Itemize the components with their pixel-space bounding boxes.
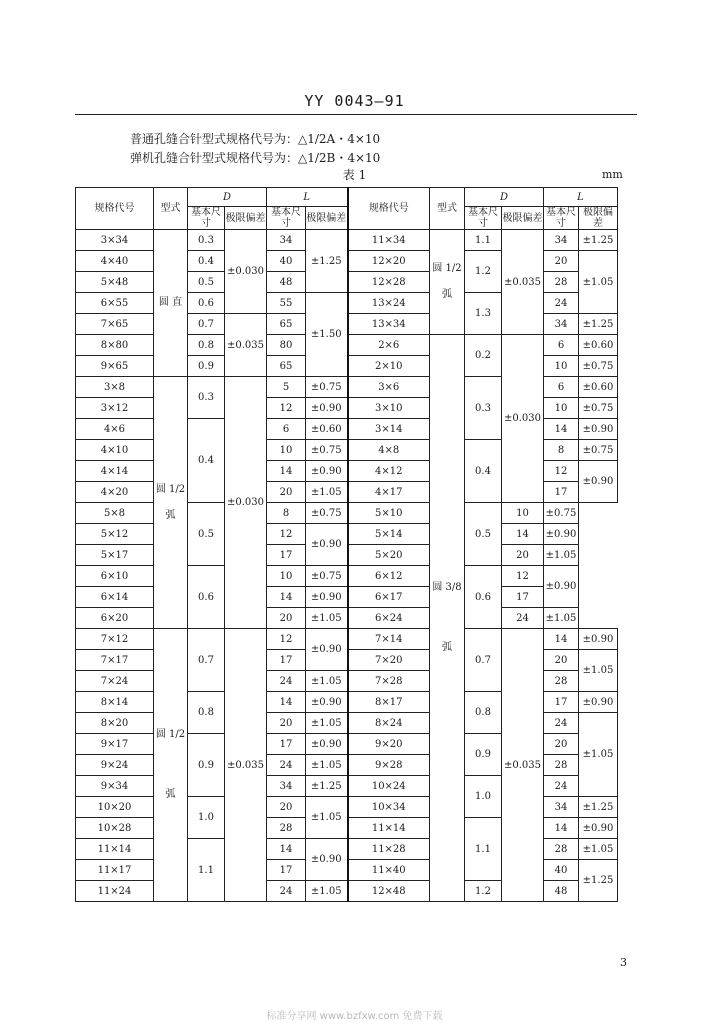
l-basic: 17 <box>267 545 306 566</box>
d-basic: 0.7 <box>188 629 225 692</box>
l-basic: 65 <box>267 356 306 377</box>
l-limit: ±0.90 <box>544 566 579 608</box>
l-basic: 17 <box>544 482 579 503</box>
l-basic: 8 <box>544 440 579 461</box>
header-l: L <box>267 188 348 207</box>
spec-code: 8×24 <box>348 713 430 734</box>
header-basic: 基本尺寸 <box>544 207 579 230</box>
l-basic: 6 <box>544 335 579 356</box>
type-cell: 圆 3/8 弧 <box>430 335 465 902</box>
d-basic: 0.8 <box>188 692 225 734</box>
spec-code: 7×65 <box>76 314 154 335</box>
l-limit: ±1.05 <box>544 545 579 566</box>
l-limit: ±0.60 <box>579 335 618 356</box>
l-basic: 48 <box>267 272 306 293</box>
l-basic: 24 <box>267 671 306 692</box>
l-limit: ±0.75 <box>306 503 348 524</box>
spec-code: 11×40 <box>348 860 430 881</box>
l-basic: 17 <box>267 860 306 881</box>
l-limit: ±0.75 <box>544 503 579 524</box>
spec-code: 12×28 <box>348 272 430 293</box>
type-cell: 圆 直 <box>154 230 188 377</box>
l-limit: ±0.90 <box>306 524 348 566</box>
d-basic: 1.3 <box>465 293 502 335</box>
d-limit: ±0.030 <box>225 377 267 629</box>
l-limit: ±1.25 <box>579 314 618 335</box>
l-limit: ±0.90 <box>579 419 618 440</box>
l-basic: 34 <box>544 314 579 335</box>
spec-code: 6×12 <box>348 566 430 587</box>
d-basic: 0.7 <box>188 314 225 335</box>
header-limit: 极限偏差 <box>225 207 267 230</box>
header-limit: 极限偏差 <box>502 207 544 230</box>
spec-code: 10×24 <box>348 776 430 797</box>
d-basic: 0.6 <box>465 566 502 629</box>
spec-code: 9×20 <box>348 734 430 755</box>
l-basic: 14 <box>502 524 544 545</box>
header-type: 型式 <box>430 188 465 230</box>
l-basic: 55 <box>267 293 306 314</box>
l-basic: 40 <box>544 860 579 881</box>
l-basic: 24 <box>267 755 306 776</box>
type-cell: 圆 1/2 弧 <box>154 629 188 902</box>
d-limit: ±0.030 <box>502 335 544 503</box>
l-basic: 34 <box>267 230 306 251</box>
spec-code: 10×34 <box>348 797 430 818</box>
l-basic: 34 <box>544 230 579 251</box>
l-basic: 14 <box>267 839 306 860</box>
spec-table-wrapper <box>75 187 618 902</box>
l-basic: 20 <box>544 650 579 671</box>
d-basic: 0.5 <box>465 503 502 566</box>
l-limit: ±0.90 <box>306 692 348 713</box>
spec-code: 4×40 <box>76 251 154 272</box>
header-spec: 规格代号 <box>348 188 430 230</box>
l-limit: ±0.90 <box>579 818 618 839</box>
spec-code: 12×48 <box>348 881 430 902</box>
type-cell: 圆 1/2 弧 <box>154 377 188 629</box>
l-limit: ±1.25 <box>579 860 618 902</box>
l-basic: 17 <box>267 734 306 755</box>
spec-code: 4×17 <box>348 482 430 503</box>
l-limit: ±0.60 <box>579 377 618 398</box>
l-limit: ±0.90 <box>306 461 348 482</box>
l-limit: ±0.90 <box>306 839 348 881</box>
l-limit: ±1.25 <box>306 776 348 797</box>
d-basic: 0.6 <box>188 566 225 629</box>
spec-code: 4×14 <box>76 461 154 482</box>
d-limit: ±0.035 <box>225 314 267 377</box>
header-d: D <box>465 188 544 207</box>
l-limit: ±0.90 <box>306 398 348 419</box>
d-basic: 0.9 <box>465 734 502 776</box>
d-basic: 0.3 <box>188 230 225 251</box>
d-basic: 1.1 <box>465 818 502 881</box>
table-caption: 表 1 <box>342 168 367 182</box>
spec-code: 11×28 <box>348 839 430 860</box>
l-limit: ±0.75 <box>579 356 618 377</box>
l-basic: 24 <box>267 881 306 902</box>
l-basic: 65 <box>267 314 306 335</box>
spec-code: 6×14 <box>76 587 154 608</box>
spec-code: 2×6 <box>348 335 430 356</box>
l-basic: 14 <box>267 587 306 608</box>
d-limit: ±0.035 <box>502 230 544 335</box>
spec-code: 3×6 <box>348 377 430 398</box>
l-limit: ±0.90 <box>579 692 618 713</box>
spec-code: 13×34 <box>348 314 430 335</box>
header-row <box>76 188 618 207</box>
l-limit: ±1.05 <box>306 671 348 692</box>
l-limit: ±1.05 <box>306 608 348 629</box>
l-limit: ±0.75 <box>579 440 618 461</box>
l-limit: ±1.05 <box>579 839 618 860</box>
d-basic: 1.0 <box>465 776 502 818</box>
spec-code: 7×12 <box>76 629 154 650</box>
l-limit: ±0.90 <box>306 734 348 755</box>
header-d: D <box>188 188 267 207</box>
header-spec: 规格代号 <box>76 188 154 230</box>
header-limit: 极限偏差 <box>579 207 618 230</box>
l-limit: ±1.05 <box>306 881 348 902</box>
l-basic: 10 <box>267 440 306 461</box>
l-basic: 8 <box>267 503 306 524</box>
header-type: 型式 <box>154 188 188 230</box>
example-line-1: 普通孔缝合针型式规格代号为：△1/2A・4×10 <box>130 132 381 146</box>
spec-code: 4×20 <box>76 482 154 503</box>
spec-code: 4×12 <box>348 461 430 482</box>
l-limit: ±0.90 <box>306 587 348 608</box>
spec-code: 5×12 <box>76 524 154 545</box>
l-basic: 20 <box>267 608 306 629</box>
spec-code: 4×6 <box>76 419 154 440</box>
spec-code: 5×8 <box>76 503 154 524</box>
l-basic: 28 <box>267 818 306 839</box>
spec-code: 11×34 <box>348 230 430 251</box>
l-basic: 20 <box>544 251 579 272</box>
type-cell: 圆 1/2 弧 <box>430 230 465 335</box>
l-basic: 6 <box>544 377 579 398</box>
l-limit: ±1.05 <box>306 482 348 503</box>
l-limit: ±0.75 <box>306 440 348 461</box>
l-basic: 14 <box>544 629 579 650</box>
spec-code: 7×20 <box>348 650 430 671</box>
l-basic: 12 <box>544 461 579 482</box>
spec-code: 7×24 <box>76 671 154 692</box>
d-basic: 0.4 <box>188 419 225 503</box>
spec-code: 4×8 <box>348 440 430 461</box>
spec-code: 5×20 <box>348 545 430 566</box>
spec-code: 11×14 <box>76 839 154 860</box>
l-basic: 34 <box>267 776 306 797</box>
d-basic: 0.4 <box>188 251 225 272</box>
spec-code: 6×10 <box>76 566 154 587</box>
l-basic: 17 <box>502 587 544 608</box>
d-basic: 0.9 <box>188 734 225 797</box>
l-limit: ±1.05 <box>544 608 579 629</box>
l-basic: 48 <box>544 881 579 902</box>
l-basic: 28 <box>544 755 579 776</box>
l-basic: 12 <box>502 566 544 587</box>
l-limit: ±1.25 <box>306 230 348 293</box>
d-basic: 0.3 <box>465 377 502 440</box>
table-row <box>76 230 618 251</box>
spec-code: 8×14 <box>76 692 154 713</box>
l-limit: ±0.90 <box>306 629 348 671</box>
d-basic: 1.1 <box>465 230 502 251</box>
header-basic: 基本尺寸 <box>188 207 225 230</box>
l-basic: 20 <box>502 545 544 566</box>
spec-code: 5×48 <box>76 272 154 293</box>
d-basic: 0.7 <box>465 629 502 692</box>
l-limit: ±1.50 <box>306 293 348 377</box>
l-basic: 80 <box>267 335 306 356</box>
standard-code: YY 0043—91 <box>304 92 405 110</box>
l-limit: ±1.05 <box>579 650 618 692</box>
d-basic: 1.0 <box>188 797 225 839</box>
header-basic: 基本尺寸 <box>465 207 502 230</box>
l-basic: 28 <box>544 839 579 860</box>
header-basic: 基本尺寸 <box>267 207 306 230</box>
l-basic: 12 <box>267 629 306 650</box>
spec-table <box>75 187 618 902</box>
l-basic: 20 <box>267 713 306 734</box>
l-basic: 17 <box>544 692 579 713</box>
d-basic: 0.9 <box>188 356 225 377</box>
d-basic: 0.5 <box>188 503 225 566</box>
d-basic: 0.4 <box>465 440 502 503</box>
spec-code: 3×34 <box>76 230 154 251</box>
l-basic: 17 <box>267 650 306 671</box>
l-limit: ±0.90 <box>579 461 618 503</box>
spec-code: 6×24 <box>348 608 430 629</box>
l-basic: 40 <box>267 251 306 272</box>
spec-code: 8×20 <box>76 713 154 734</box>
l-basic: 5 <box>267 377 306 398</box>
l-basic: 12 <box>267 524 306 545</box>
l-basic: 24 <box>544 713 579 734</box>
d-basic: 1.2 <box>465 881 502 902</box>
l-limit: ±0.90 <box>579 629 618 650</box>
l-basic: 20 <box>267 797 306 818</box>
l-limit: ±1.05 <box>306 797 348 839</box>
d-basic: 1.2 <box>465 251 502 293</box>
l-limit: ±0.60 <box>306 419 348 440</box>
spec-code: 7×17 <box>76 650 154 671</box>
d-basic: 1.1 <box>188 839 225 902</box>
l-basic: 28 <box>544 671 579 692</box>
spec-code: 7×14 <box>348 629 430 650</box>
l-basic: 12 <box>267 398 306 419</box>
spec-code: 6×17 <box>348 587 430 608</box>
l-limit: ±1.05 <box>579 713 618 797</box>
d-limit: ±0.035 <box>502 629 544 902</box>
l-limit: ±0.75 <box>306 566 348 587</box>
l-limit: ±1.05 <box>306 713 348 734</box>
l-basic: 6 <box>267 419 306 440</box>
spec-code: 6×20 <box>76 608 154 629</box>
l-basic: 28 <box>544 272 579 293</box>
header-l: L <box>544 188 618 207</box>
spec-code: 10×20 <box>76 797 154 818</box>
l-basic: 14 <box>544 419 579 440</box>
d-basic: 0.6 <box>188 293 225 314</box>
spec-code: 4×10 <box>76 440 154 461</box>
spec-code: 9×65 <box>76 356 154 377</box>
l-basic: 10 <box>502 503 544 524</box>
d-basic: 0.3 <box>188 377 225 419</box>
l-basic: 10 <box>544 398 579 419</box>
l-basic: 24 <box>502 608 544 629</box>
l-basic: 14 <box>267 461 306 482</box>
footer-watermark: 标准分享网 www.bzfxw.com 免费下载 <box>266 1011 443 1022</box>
l-basic: 10 <box>544 356 579 377</box>
l-basic: 14 <box>544 818 579 839</box>
spec-code: 11×24 <box>76 881 154 902</box>
spec-code: 5×17 <box>76 545 154 566</box>
page-number: 3 <box>620 956 627 969</box>
l-limit: ±0.75 <box>579 398 618 419</box>
l-limit: ±0.75 <box>306 377 348 398</box>
table-unit: mm <box>602 168 623 181</box>
d-basic: 0.8 <box>188 335 225 356</box>
d-basic: 0.2 <box>465 335 502 377</box>
l-basic: 34 <box>544 797 579 818</box>
table-row <box>76 629 618 650</box>
spec-code: 3×8 <box>76 377 154 398</box>
l-basic: 20 <box>267 482 306 503</box>
d-basic: 0.5 <box>188 272 225 293</box>
spec-code: 11×14 <box>348 818 430 839</box>
header-limit: 极限偏差 <box>306 207 348 230</box>
l-basic: 20 <box>544 734 579 755</box>
l-basic: 24 <box>544 776 579 797</box>
d-limit: ±0.035 <box>225 629 267 902</box>
spec-code: 8×17 <box>348 692 430 713</box>
spec-code: 12×20 <box>348 251 430 272</box>
example-line-2: 弹机孔缝合针型式规格代号为：△1/2B・4×10 <box>130 151 381 165</box>
l-limit: ±1.05 <box>306 755 348 776</box>
l-basic: 24 <box>544 293 579 314</box>
d-basic: 0.8 <box>465 692 502 734</box>
spec-code: 9×34 <box>76 776 154 797</box>
l-basic: 10 <box>267 566 306 587</box>
spec-code: 10×28 <box>76 818 154 839</box>
spec-code: 9×17 <box>76 734 154 755</box>
l-limit: ±1.25 <box>579 797 618 818</box>
spec-code: 6×55 <box>76 293 154 314</box>
l-limit: ±1.25 <box>579 230 618 251</box>
l-limit: ±1.05 <box>579 251 618 314</box>
header-rule <box>75 114 637 115</box>
spec-code: 5×10 <box>348 503 430 524</box>
spec-code: 13×24 <box>348 293 430 314</box>
spec-code: 2×10 <box>348 356 430 377</box>
l-limit: ±0.90 <box>544 524 579 545</box>
spec-code: 5×14 <box>348 524 430 545</box>
spec-code: 8×80 <box>76 335 154 356</box>
spec-code: 11×17 <box>76 860 154 881</box>
spec-code: 9×28 <box>348 755 430 776</box>
spec-code: 9×24 <box>76 755 154 776</box>
spec-code: 3×12 <box>76 398 154 419</box>
spec-code: 3×14 <box>348 419 430 440</box>
spec-code: 3×10 <box>348 398 430 419</box>
d-limit: ±0.030 <box>225 230 267 314</box>
spec-code: 7×28 <box>348 671 430 692</box>
l-basic: 14 <box>267 692 306 713</box>
